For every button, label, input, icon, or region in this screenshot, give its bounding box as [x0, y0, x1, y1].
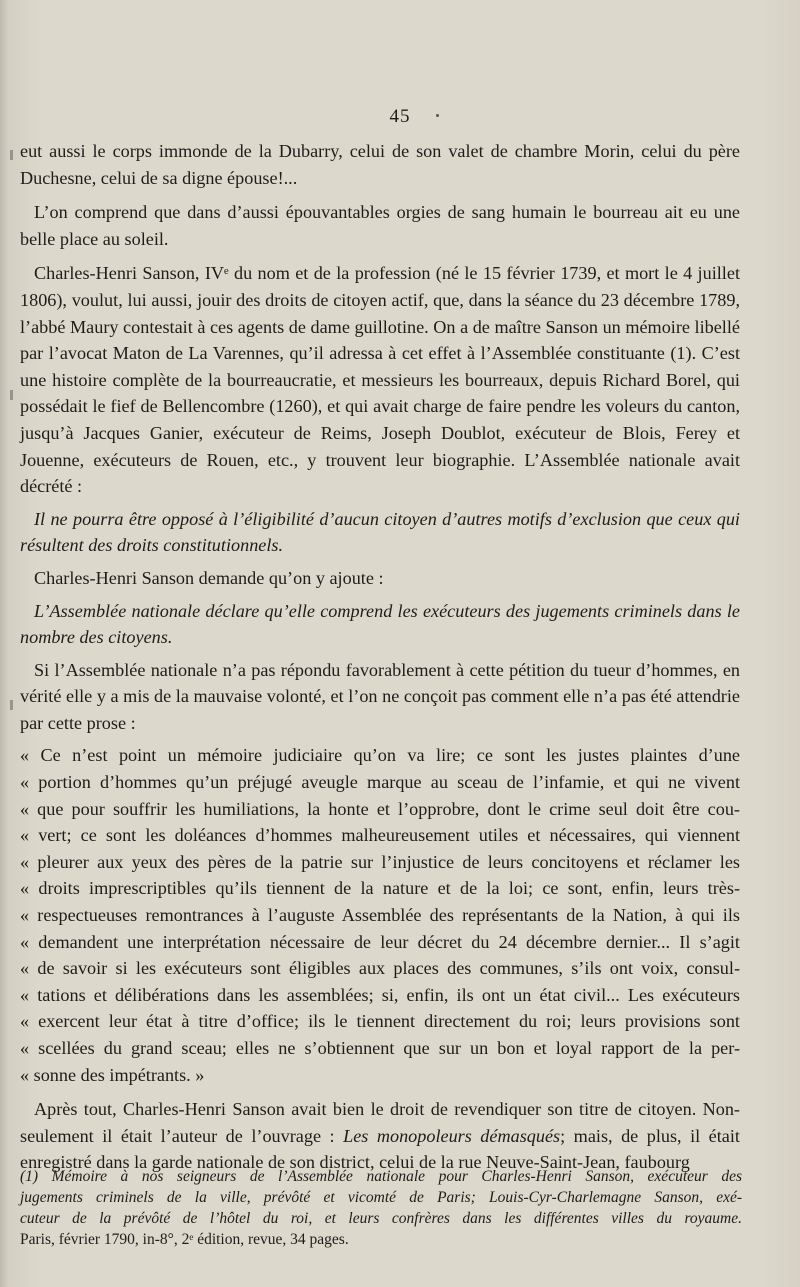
amendment-quote: L’Assemblée nationale déclare qu’elle comprend les exécuteurs des jugements criminels dans le nombre des citoyens. [20, 600, 740, 648]
paragraph: Charles-Henri Sanson, IVᵉ du nom et de la profession (né le 15 février 1739, et mort le 4 juillet 1806), voulut, lui aussi, jouir des droits de citoyen actif, que, dans la séance du 23 décembre 1789, l’abbé Maury contestait à ces agents de dame guillotine. On a de maître Sanson un mémoire libellé par l’avocat Maton de La Varennes, qu’il adressa à cet effet à l’Assemblée constituante (1). C’est une histoire complète de la bourreaucratie, et messieurs les bourreaux, depuis Richard Borel, qui possédait le fief de Bellencombre (1260), et qui avait charge de faire pendre les voleurs du canton, jusqu’à Jacques Ganier, exécuteur de Reims, Joseph Doublot, exécuteur de Blois, Ferey et Jouenne, exécuteurs de Rouen, etc., y trouvent leur biographie. L’Assemblée nationale avait décrété : [20, 263, 740, 497]
quote-line: « exercent leur état à titre d’office; ils le tiennent directement du roi; leurs provisions sont [20, 1011, 740, 1032]
quote-line: « pleurer aux yeux des pères de la patrie sur l’injustice de leurs concitoyens et réclamer les [20, 851, 740, 872]
footnote-line: jugements criminels de la ville, prévôté et vicomté de Paris; Louis-Cyr-Charlemagne Sanson, exé- [20, 1189, 742, 1206]
quote-line: « Ce n’est point un mémoire judiciaire qu’on va lire; ce sont les justes plaintes d’une [20, 745, 740, 766]
book-title: Les monopoleurs démasqués [343, 1125, 561, 1146]
closing-text-end: ; mais, de plus, il était enregistré dans la garde nationale de son district, celui de la rue Neuve-Saint-Jean, faubourg [20, 1125, 740, 1173]
paragraph: L’on comprend que dans d’aussi épouvantables orgies de sang humain le bourreau ait eu une belle place au soleil. [20, 202, 740, 249]
ink-dot [436, 114, 439, 117]
footnote-line: cuteur de la prévôté de l’hôtel du roi, et leurs confrères dans les différentes villes du royaume. [20, 1210, 742, 1227]
closing-text-start: Après tout, Charles-Henri Sanson avait bien le droit de revendiquer son titre de citoyen. Non-seulement il était l’auteur de l’ouvrage : [20, 1099, 740, 1146]
quote-line: « sonne des impétrants. » [20, 1064, 205, 1085]
footnote-line: (1) Mémoire à nos seigneurs de l’Assemblée nationale pour Charles-Henri Sanson, exécuteur des [20, 1168, 742, 1185]
quote-line: « scellées du grand sceau; elles ne s’obtiennent que sur un bon et loyal rapport de la per- [20, 1038, 740, 1058]
page-number: 45 [389, 106, 411, 127]
quote-line: « respectueuses remontrances à l’auguste Assemblée des représentants de la Nation, à qui ils [20, 905, 740, 926]
paragraph: eut aussi le corps immonde de la Dubarry, celui de son valet de chambre Morin, celui du père Duchesne, celui de sa digne épouse!... [20, 141, 740, 188]
margin-mark [10, 150, 13, 160]
footnote-line: Paris, février 1790, in-8°, 2ᵉ édition, revue, 34 pages. [20, 1231, 349, 1248]
paragraph: Si l’Assemblée nationale n’a pas répondu favorablement à cette pétition du tueur d’hommes, en vérité elle y a mis de la mauvaise volonté, et l’on ne conçoit pas comment elle n’a pas été attendrie par cette prose : [20, 659, 740, 733]
quote-line: « tations et délibérations dans les assemblées; si, enfin, ils ont un état civil... Les exécuteurs [20, 984, 740, 1005]
closing-paragraph [20, 1096, 740, 1176]
quote-line: « portion d’hommes qu’un préjugé aveugle marque au sceau de l’infamie, et qui ne vivent [20, 772, 740, 793]
quote-line: « de savoir si les exécuteurs sont éligibles aux places des communes, s’ils ont voix, consul- [20, 958, 740, 979]
petition-quote [20, 742, 740, 1088]
quote-line: « droits imprescriptibles qu’ils tiennent de la nature et de la loi; ce sont, enfin, leurs très- [20, 878, 740, 899]
quote-line: « demandent une interprétation nécessaire de leur décret du 24 décembre dernier... Il s’agit [20, 931, 740, 952]
quote-line: « vert; ce sont les doléances d’hommes malheureusement utiles et nécessaires, qui viennent [20, 825, 740, 846]
margin-mark [10, 700, 13, 710]
paragraph: Charles-Henri Sanson demande qu’on y ajoute : [34, 567, 384, 588]
margin-mark [10, 390, 13, 400]
main-text [20, 138, 740, 1176]
footnote [20, 1166, 742, 1250]
quote-line: « que pour souffrir les humiliations, la honte et l’opprobre, dont le crime seul doit être cou- [20, 798, 740, 819]
decree-quote: Il ne pourra être opposé à l’éligibilité d’aucun citoyen d’autres motifs d’exclusion que ceux qui résultent des droits constitutionnels. [20, 508, 740, 556]
